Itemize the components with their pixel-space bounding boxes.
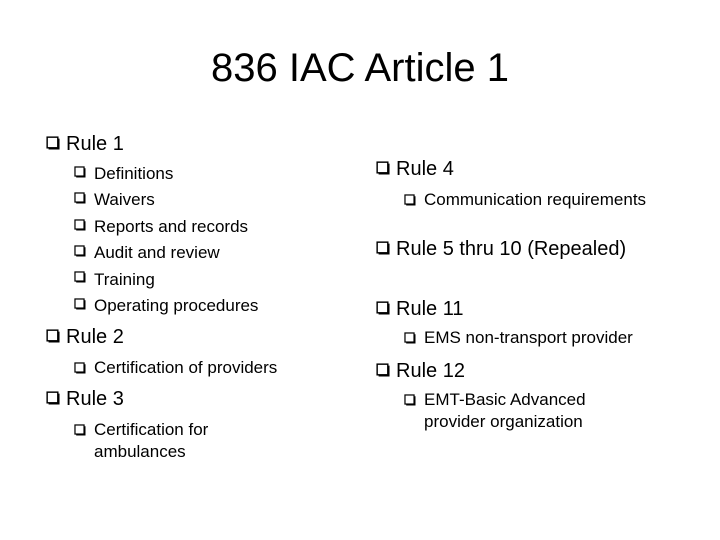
rule-11-heading: Rule 11 [376,295,716,323]
rule-5-10-heading: Rule 5 thru 10 (Repealed) [376,235,716,263]
rule-1-item-waivers: Waivers [56,187,356,213]
checkbox-square-icon [376,241,390,255]
checkbox-square-icon [74,298,86,310]
rule-4-item-communication: Communication requirements [386,189,716,211]
checkbox-square-icon [74,362,86,374]
rule-1-item-definitions: Definitions [56,161,356,187]
rule-2-item-certification: Certification of providers [56,357,356,379]
rule-3-item-ambulances: Certification for ambulances [56,419,274,463]
checkbox-square-icon [74,424,86,436]
checkbox-square-icon [74,271,86,283]
left-column [46,130,356,463]
checkbox-square-icon [404,332,416,344]
rule-1-heading: Rule 1 [46,130,356,158]
rule-11-item-ems: EMS non-transport provider [386,327,716,349]
checkbox-square-icon [74,166,86,178]
right-column [376,155,716,433]
rule-1-item-training: Training [56,267,356,293]
rule-12-item-emt: EMT-Basic Advanced provider organization [386,389,624,433]
rule-12-heading: Rule 12 [376,357,716,385]
checkbox-square-icon [74,245,86,257]
rule-1-item-audit: Audit and review [56,240,356,266]
rule-4-heading: Rule 4 [376,155,716,183]
checkbox-square-icon [46,329,60,343]
rule-1-item-reports: Reports and records [56,214,356,240]
checkbox-square-icon [404,394,416,406]
checkbox-square-icon [74,192,86,204]
rule-3-heading: Rule 3 [46,385,356,413]
rule-2-heading: Rule 2 [46,323,356,351]
checkbox-square-icon [376,363,390,377]
checkbox-square-icon [46,136,60,150]
checkbox-square-icon [376,161,390,175]
checkbox-square-icon [376,301,390,315]
rule-1-item-operating: Operating procedures [56,293,356,319]
checkbox-square-icon [74,219,86,231]
checkbox-square-icon [46,391,60,405]
slide-title: 836 IAC Article 1 [211,46,509,90]
checkbox-square-icon [404,194,416,206]
